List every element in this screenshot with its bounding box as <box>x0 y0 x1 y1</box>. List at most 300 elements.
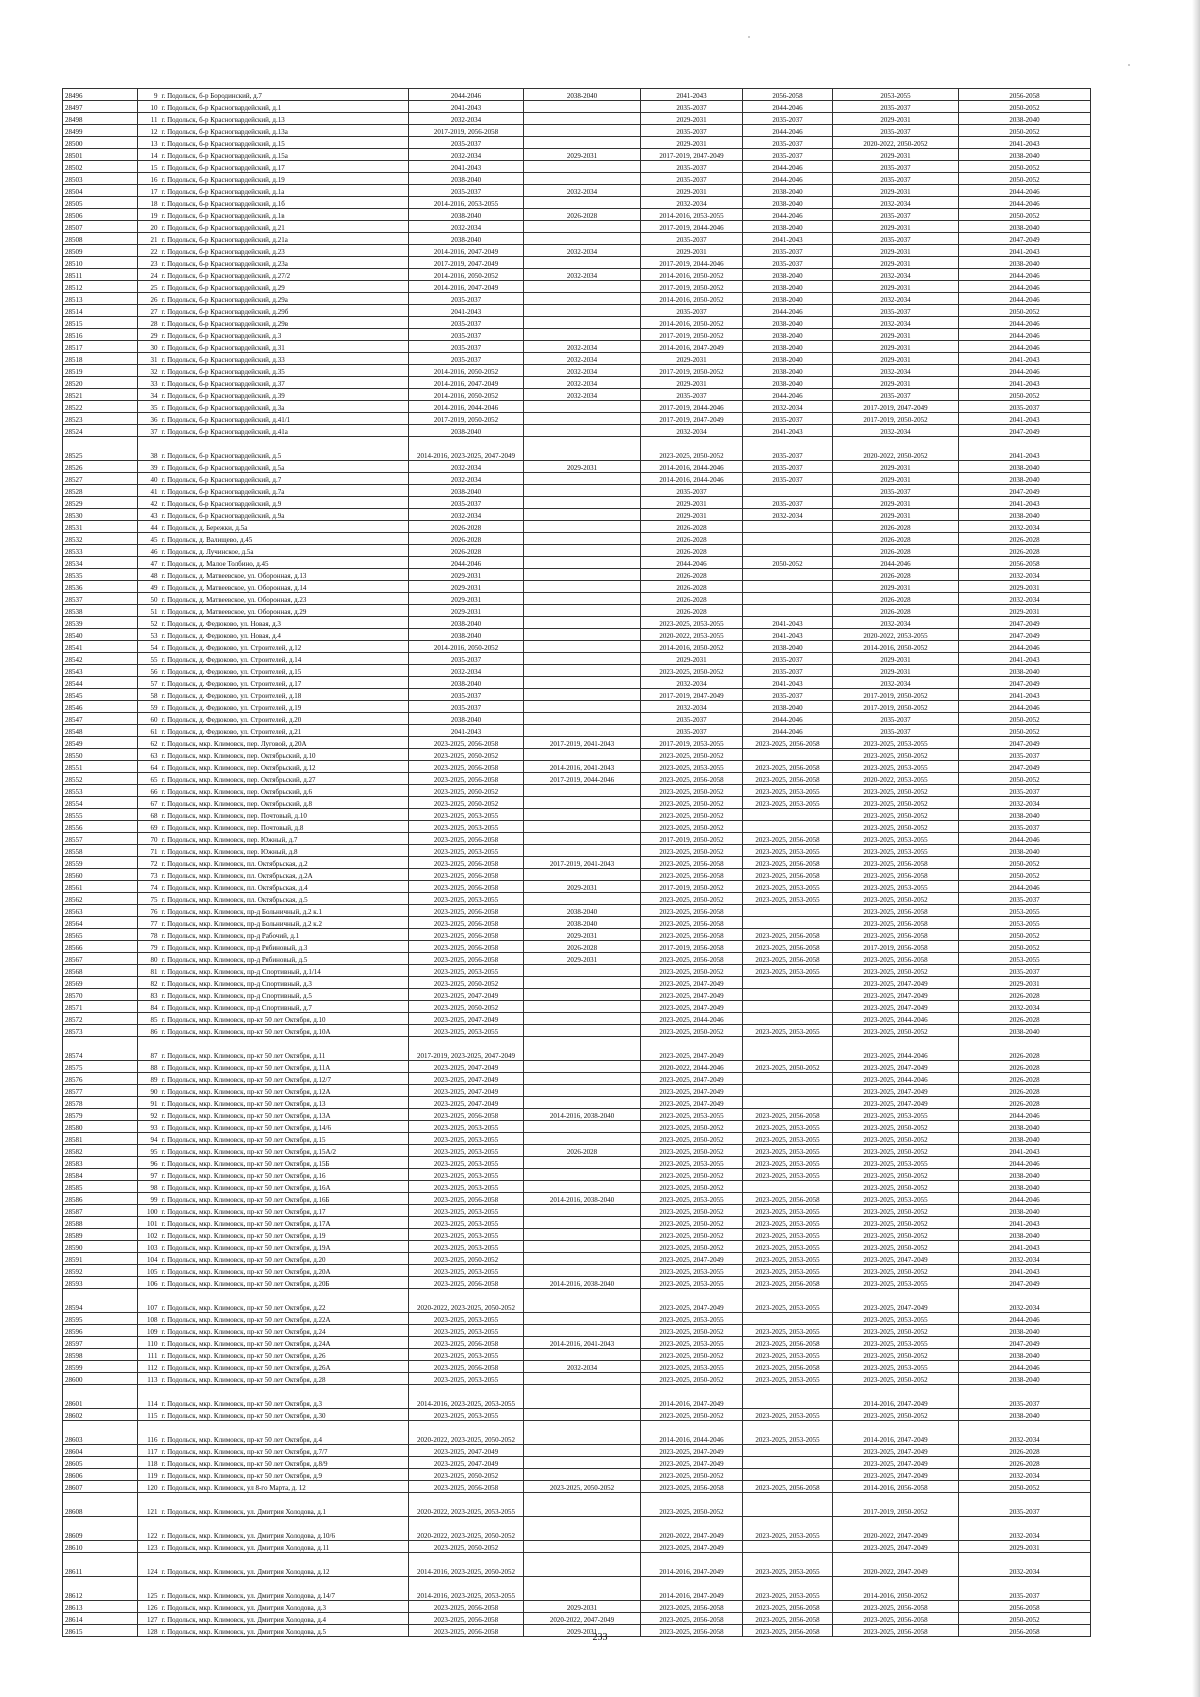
period-cell: 2050-2052 <box>959 857 1091 869</box>
period-cell: 2032-2034 <box>959 1421 1091 1445</box>
row-number-cell: 20 <box>138 221 160 233</box>
row-number-cell: 18 <box>138 197 160 209</box>
period-cell: 2023-2025, 2053-2055 <box>833 833 959 845</box>
period-cell: 2023-2025, 2047-2049 <box>833 1097 959 1109</box>
period-cell: 2032-2034 <box>409 665 524 677</box>
period-cell: 2029-2031 <box>959 977 1091 989</box>
period-cell: 2026-2028 <box>641 569 743 581</box>
period-cell: 2023-2025, 2056-2058 <box>409 953 524 965</box>
period-cell: 2023-2025, 2047-2049 <box>641 1457 743 1469</box>
period-cell: 2023-2025, 2053-2055 <box>641 1337 743 1349</box>
period-cell: 2023-2025, 2056-2058 <box>409 929 524 941</box>
table-row <box>63 989 1091 1001</box>
period-cell: 2023-2025, 2056-2058 <box>833 953 959 965</box>
record-id-cell: 28568 <box>63 965 138 977</box>
period-cell: 2050-2052 <box>959 941 1091 953</box>
period-cell: 2023-2025, 2050-2052 <box>833 1169 959 1181</box>
record-id-cell: 28555 <box>63 809 138 821</box>
row-number-cell: 38 <box>138 437 160 461</box>
period-cell: 2026-2028 <box>409 545 524 557</box>
period-cell: 2038-2040 <box>409 677 524 689</box>
period-cell <box>524 281 641 293</box>
address-cell: г. Подольск, мкр. Климовск, пр-д Спортивный, д.1/14 <box>160 965 409 977</box>
table-row <box>63 881 1091 893</box>
period-cell <box>524 809 641 821</box>
table-row <box>63 1265 1091 1277</box>
address-cell: г. Подольск, мкр. Климовск, пр-кт 50 лет Октября, д.20А <box>160 1265 409 1277</box>
table-row <box>63 1517 1091 1541</box>
table-row <box>63 305 1091 317</box>
period-cell: 2026-2028 <box>641 521 743 533</box>
repair-schedule-table <box>62 88 1091 1637</box>
record-id-cell: 28514 <box>63 305 138 317</box>
scan-dust-mark <box>748 36 750 38</box>
period-cell: 2029-2031 <box>524 149 641 161</box>
period-cell: 2029-2031 <box>833 461 959 473</box>
record-id-cell: 28521 <box>63 389 138 401</box>
period-cell: 2056-2058 <box>959 557 1091 569</box>
period-cell: 2035-2037 <box>959 1493 1091 1517</box>
period-cell: 2035-2037 <box>833 713 959 725</box>
row-number-cell: 113 <box>138 1373 160 1385</box>
period-cell <box>524 1121 641 1133</box>
record-id-cell: 28590 <box>63 1241 138 1253</box>
table-row <box>63 497 1091 509</box>
period-cell: 2023-2025, 2053-2055 <box>743 1253 833 1265</box>
period-cell: 2014-2016, 2041-2043 <box>524 761 641 773</box>
period-cell: 2023-2025, 2056-2058 <box>743 761 833 773</box>
period-cell: 2023-2025, 2050-2052 <box>641 749 743 761</box>
period-cell: 2020-2022, 2023-2025, 2050-2052 <box>409 1517 524 1541</box>
address-cell: г. Подольск, мкр. Климовск, пр-кт 50 лет Октября, д.17А <box>160 1217 409 1229</box>
period-cell: 2041-2043 <box>409 305 524 317</box>
address-cell: г. Подольск, мкр. Климовск, пр-кт 50 лет Октября, д.20 <box>160 1253 409 1265</box>
period-cell: 2023-2025, 2050-2052 <box>833 1229 959 1241</box>
period-cell: 2038-2040 <box>409 233 524 245</box>
period-cell <box>524 521 641 533</box>
row-number-cell: 96 <box>138 1157 160 1169</box>
period-cell: 2026-2028 <box>833 521 959 533</box>
period-cell: 2020-2022, 2053-2055 <box>641 629 743 641</box>
record-id-cell: 28535 <box>63 569 138 581</box>
period-cell <box>524 497 641 509</box>
period-cell: 2032-2034 <box>833 425 959 437</box>
period-cell: 2023-2025, 2047-2049 <box>833 1001 959 1013</box>
period-cell: 2044-2046 <box>743 161 833 173</box>
address-cell: г. Подольск, мкр. Климовск, пер. Южный, д.8 <box>160 845 409 857</box>
row-number-cell: 128 <box>138 1625 160 1637</box>
period-cell: 2014-2016, 2044-2046 <box>641 473 743 485</box>
address-cell: г. Подольск, мкр. Климовск, пр-кт 50 лет Октября, д.30 <box>160 1409 409 1421</box>
record-id-cell: 28601 <box>63 1385 138 1409</box>
table-row <box>63 1097 1091 1109</box>
period-cell: 2014-2016, 2050-2052 <box>641 293 743 305</box>
table-row <box>63 1025 1091 1037</box>
period-cell: 2032-2034 <box>524 365 641 377</box>
period-cell: 2032-2034 <box>959 1553 1091 1577</box>
row-number-cell: 118 <box>138 1457 160 1469</box>
row-number-cell: 52 <box>138 617 160 629</box>
table-row <box>63 365 1091 377</box>
address-cell: г. Подольск, д. Матвеевское, ул. Оборонная, д.14 <box>160 581 409 593</box>
period-cell: 2035-2037 <box>959 893 1091 905</box>
period-cell <box>524 1169 641 1181</box>
period-cell: 2047-2049 <box>959 677 1091 689</box>
period-cell: 2023-2025, 2056-2058 <box>409 857 524 869</box>
period-cell <box>524 1265 641 1277</box>
period-cell: 2020-2022, 2050-2052 <box>833 437 959 461</box>
record-id-cell: 28578 <box>63 1097 138 1109</box>
period-cell: 2050-2052 <box>959 101 1091 113</box>
address-cell: г. Подольск, мкр. Климовск, пр-кт 50 лет Октября, д.20Б <box>160 1277 409 1289</box>
record-id-cell: 28556 <box>63 821 138 833</box>
period-cell <box>743 905 833 917</box>
record-id-cell: 28603 <box>63 1421 138 1445</box>
table-row <box>63 929 1091 941</box>
period-cell: 2041-2043 <box>743 617 833 629</box>
address-cell: г. Подольск, д. Федюково, ул. Строителей, д.21 <box>160 725 409 737</box>
record-id-cell: 28512 <box>63 281 138 293</box>
period-cell: 2023-2025, 2047-2049 <box>409 1073 524 1085</box>
table-row <box>63 293 1091 305</box>
table-row <box>63 665 1091 677</box>
period-cell: 2038-2040 <box>959 845 1091 857</box>
record-id-cell: 28557 <box>63 833 138 845</box>
period-cell: 2026-2028 <box>959 1061 1091 1073</box>
record-id-cell: 28544 <box>63 677 138 689</box>
period-cell: 2026-2028 <box>641 593 743 605</box>
address-cell: г. Подольск, б-р Красногвардейский, д.29б <box>160 305 409 317</box>
period-cell <box>743 1013 833 1025</box>
table-row <box>63 185 1091 197</box>
row-number-cell: 43 <box>138 509 160 521</box>
period-cell: 2023-2025, 2050-2052 <box>833 965 959 977</box>
period-cell: 2023-2025, 2056-2058 <box>743 1481 833 1493</box>
period-cell: 2035-2037 <box>833 173 959 185</box>
table-row <box>63 1241 1091 1253</box>
period-cell <box>743 1001 833 1013</box>
period-cell <box>524 653 641 665</box>
address-cell: г. Подольск, мкр. Климовск, пр-д Рябиновый, д.5 <box>160 953 409 965</box>
row-number-cell: 84 <box>138 1001 160 1013</box>
period-cell: 2023-2025, 2056-2058 <box>641 857 743 869</box>
period-cell: 2020-2022, 2047-2049 <box>833 1517 959 1541</box>
record-id-cell: 28511 <box>63 269 138 281</box>
period-cell: 2038-2040 <box>409 209 524 221</box>
row-number-cell: 49 <box>138 581 160 593</box>
period-cell: 2014-2016, 2047-2049 <box>409 245 524 257</box>
address-cell: г. Подольск, мкр. Климовск, пер. Октябрьский, д.8 <box>160 797 409 809</box>
record-id-cell: 28583 <box>63 1157 138 1169</box>
period-cell: 2038-2040 <box>743 221 833 233</box>
period-cell: 2035-2037 <box>743 461 833 473</box>
period-cell: 2029-2031 <box>833 149 959 161</box>
row-number-cell: 123 <box>138 1541 160 1553</box>
period-cell <box>524 701 641 713</box>
period-cell <box>524 221 641 233</box>
table-row <box>63 1217 1091 1229</box>
period-cell: 2023-2025, 2044-2046 <box>833 1073 959 1085</box>
period-cell: 2038-2040 <box>524 905 641 917</box>
period-cell: 2023-2025, 2056-2058 <box>743 869 833 881</box>
period-cell: 2032-2034 <box>524 377 641 389</box>
address-cell: г. Подольск, б-р Красногвардейский, д.27/2 <box>160 269 409 281</box>
record-id-cell: 28517 <box>63 341 138 353</box>
period-cell: 2023-2025, 2056-2058 <box>409 1601 524 1613</box>
period-cell <box>524 1133 641 1145</box>
record-id-cell: 28541 <box>63 641 138 653</box>
row-number-cell: 108 <box>138 1313 160 1325</box>
period-cell: 2023-2025, 2050-2052 <box>833 797 959 809</box>
record-id-cell: 28510 <box>63 257 138 269</box>
record-id-cell: 28572 <box>63 1013 138 1025</box>
table-row <box>63 869 1091 881</box>
period-cell: 2038-2040 <box>959 1025 1091 1037</box>
period-cell: 2023-2025, 2053-2055 <box>409 821 524 833</box>
period-cell: 2014-2016, 2044-2046 <box>641 1421 743 1445</box>
period-cell: 2035-2037 <box>409 701 524 713</box>
period-cell: 2029-2031 <box>641 653 743 665</box>
page-number: 233 <box>592 1632 608 1643</box>
period-cell: 2047-2049 <box>959 485 1091 497</box>
period-cell: 2029-2031 <box>524 881 641 893</box>
period-cell: 2023-2025, 2053-2055 <box>743 893 833 905</box>
address-cell: г. Подольск, б-р Красногвардейский, д.7а <box>160 485 409 497</box>
period-cell <box>524 1205 641 1217</box>
period-cell: 2044-2046 <box>959 341 1091 353</box>
address-cell: г. Подольск, мкр. Климовск, пр-кт 50 лет Октября, д.24 <box>160 1325 409 1337</box>
table-row <box>63 605 1091 617</box>
row-number-cell: 24 <box>138 269 160 281</box>
period-cell: 2023-2025, 2050-2052 <box>641 809 743 821</box>
row-number-cell: 14 <box>138 149 160 161</box>
period-cell <box>524 581 641 593</box>
period-cell: 2023-2025, 2053-2055 <box>641 1361 743 1373</box>
period-cell: 2047-2049 <box>959 629 1091 641</box>
row-number-cell: 119 <box>138 1469 160 1481</box>
period-cell: 2023-2025, 2044-2046 <box>641 1013 743 1025</box>
address-cell: г. Подольск, б-р Красногвардейский, д.23а <box>160 257 409 269</box>
period-cell <box>743 533 833 545</box>
row-number-cell: 58 <box>138 689 160 701</box>
period-cell: 2029-2031 <box>641 113 743 125</box>
table-row <box>63 137 1091 149</box>
record-id-cell: 28561 <box>63 881 138 893</box>
period-cell: 2023-2025, 2050-2052 <box>833 821 959 833</box>
period-cell <box>524 1469 641 1481</box>
period-cell: 2017-2019, 2041-2043 <box>524 857 641 869</box>
record-id-cell: 28582 <box>63 1145 138 1157</box>
period-cell: 2020-2022, 2053-2055 <box>833 773 959 785</box>
period-cell <box>524 1373 641 1385</box>
table-row <box>63 1109 1091 1121</box>
period-cell: 2038-2040 <box>409 485 524 497</box>
row-number-cell: 11 <box>138 113 160 125</box>
period-cell: 2023-2025, 2053-2055 <box>743 1145 833 1157</box>
period-cell <box>743 809 833 821</box>
table-row <box>63 1385 1091 1409</box>
period-cell <box>524 1229 641 1241</box>
record-id-cell: 28503 <box>63 173 138 185</box>
period-cell: 2026-2028 <box>959 1085 1091 1097</box>
table-row <box>63 173 1091 185</box>
period-cell: 2017-2019, 2047-2049 <box>641 413 743 425</box>
row-number-cell: 86 <box>138 1025 160 1037</box>
address-cell: г. Подольск, мкр. Климовск, пл. Октябрьская, д.5 <box>160 893 409 905</box>
period-cell: 2023-2025, 2056-2058 <box>409 833 524 845</box>
period-cell: 2014-2016, 2044-2046 <box>641 461 743 473</box>
row-number-cell: 28 <box>138 317 160 329</box>
record-id-cell: 28525 <box>63 437 138 461</box>
address-cell: г. Подольск, б-р Красногвардейский, д.33 <box>160 353 409 365</box>
period-cell: 2023-2025, 2047-2049 <box>641 977 743 989</box>
row-number-cell: 16 <box>138 173 160 185</box>
period-cell: 2038-2040 <box>524 89 641 101</box>
period-cell: 2017-2019, 2050-2052 <box>833 701 959 713</box>
period-cell <box>524 1325 641 1337</box>
period-cell: 2026-2028 <box>959 1037 1091 1061</box>
record-id-cell: 28500 <box>63 137 138 149</box>
period-cell: 2038-2040 <box>959 1409 1091 1421</box>
period-cell: 2032-2034 <box>524 185 641 197</box>
period-cell: 2035-2037 <box>409 317 524 329</box>
period-cell <box>524 1097 641 1109</box>
period-cell: 2017-2019, 2041-2043 <box>524 737 641 749</box>
period-cell: 2014-2016, 2047-2049 <box>409 377 524 389</box>
period-cell: 2035-2037 <box>959 821 1091 833</box>
period-cell: 2041-2043 <box>959 1265 1091 1277</box>
period-cell: 2038-2040 <box>959 149 1091 161</box>
period-cell: 2035-2037 <box>959 749 1091 761</box>
period-cell: 2044-2046 <box>959 293 1091 305</box>
period-cell: 2041-2043 <box>959 245 1091 257</box>
record-id-cell: 28518 <box>63 353 138 365</box>
row-number-cell: 10 <box>138 101 160 113</box>
row-number-cell: 109 <box>138 1325 160 1337</box>
period-cell: 2014-2016, 2050-2052 <box>409 365 524 377</box>
period-cell: 2023-2025, 2056-2058 <box>641 1481 743 1493</box>
address-cell: г. Подольск, д. Федюково, ул. Строителей, д.12 <box>160 641 409 653</box>
table-row <box>63 317 1091 329</box>
period-cell: 2023-2025, 2056-2058 <box>641 905 743 917</box>
period-cell: 2023-2025, 2044-2046 <box>833 1037 959 1061</box>
address-cell: г. Подольск, мкр. Климовск, пл. Октябрьская, д.2А <box>160 869 409 881</box>
record-id-cell: 28611 <box>63 1553 138 1577</box>
address-cell: г. Подольск, мкр. Климовск, пр-кт 50 лет Октября, д.13 <box>160 1097 409 1109</box>
period-cell: 2017-2019, 2050-2052 <box>641 833 743 845</box>
row-number-cell: 42 <box>138 497 160 509</box>
period-cell <box>524 605 641 617</box>
address-cell: г. Подольск, б-р Красногвардейский, д.7 <box>160 473 409 485</box>
period-cell: 2014-2016, 2023-2025, 2050-2052 <box>409 1553 524 1577</box>
record-id-cell: 28564 <box>63 917 138 929</box>
record-id-cell: 28542 <box>63 653 138 665</box>
record-id-cell: 28605 <box>63 1457 138 1469</box>
period-cell: 2035-2037 <box>959 1385 1091 1409</box>
period-cell: 2023-2025, 2053-2055 <box>743 1169 833 1181</box>
period-cell <box>524 821 641 833</box>
period-cell: 2035-2037 <box>641 101 743 113</box>
period-cell: 2029-2031 <box>641 353 743 365</box>
period-cell: 2026-2028 <box>959 989 1091 1001</box>
row-number-cell: 63 <box>138 749 160 761</box>
row-number-cell: 36 <box>138 413 160 425</box>
period-cell: 2032-2034 <box>641 197 743 209</box>
address-cell: г. Подольск, мкр. Климовск, пр-кт 50 лет Октября, д.16А <box>160 1181 409 1193</box>
period-cell: 2029-2031 <box>409 581 524 593</box>
period-cell: 2044-2046 <box>959 269 1091 281</box>
period-cell: 2047-2049 <box>959 1277 1091 1289</box>
table-row <box>63 1409 1091 1421</box>
row-number-cell: 47 <box>138 557 160 569</box>
row-number-cell: 50 <box>138 593 160 605</box>
address-cell: г. Подольск, д. Матвеевское, ул. Оборонная, д.23 <box>160 593 409 605</box>
table-row <box>63 1421 1091 1445</box>
period-cell: 2038-2040 <box>743 329 833 341</box>
period-cell: 2023-2025, 2050-2052 <box>833 809 959 821</box>
table-row <box>63 1601 1091 1613</box>
period-cell: 2023-2025, 2053-2055 <box>409 965 524 977</box>
address-cell: г. Подольск, д. Федюково, ул. Строителей, д.14 <box>160 653 409 665</box>
address-cell: г. Подольск, д. Федюково, ул. Строителей, д.18 <box>160 689 409 701</box>
table-row <box>63 1313 1091 1325</box>
address-cell: г. Подольск, мкр. Климовск, пр-кт 50 лет Октября, д.16Б <box>160 1193 409 1205</box>
period-cell: 2032-2034 <box>524 269 641 281</box>
row-number-cell: 87 <box>138 1037 160 1061</box>
period-cell: 2023-2025, 2056-2058 <box>743 1193 833 1205</box>
period-cell <box>524 1181 641 1193</box>
period-cell <box>524 473 641 485</box>
address-cell: г. Подольск, мкр. Климовск, пр-кт 50 лет Октября, д.3 <box>160 1385 409 1409</box>
record-id-cell: 28505 <box>63 197 138 209</box>
table-row <box>63 377 1091 389</box>
period-cell: 2029-2031 <box>641 245 743 257</box>
table-row <box>63 917 1091 929</box>
record-id-cell: 28574 <box>63 1037 138 1061</box>
table-row <box>63 1013 1091 1025</box>
record-id-cell: 28532 <box>63 533 138 545</box>
period-cell: 2035-2037 <box>641 725 743 737</box>
period-cell: 2023-2025, 2053-2055 <box>743 1265 833 1277</box>
period-cell: 2038-2040 <box>959 1325 1091 1337</box>
period-cell: 2017-2019, 2050-2052 <box>641 881 743 893</box>
period-cell: 2047-2049 <box>959 761 1091 773</box>
period-cell: 2023-2025, 2056-2058 <box>833 929 959 941</box>
period-cell: 2035-2037 <box>641 485 743 497</box>
period-cell: 2023-2025, 2053-2055 <box>409 1229 524 1241</box>
address-cell: г. Подольск, мкр. Климовск, пр-кт 50 лет Октября, д.15А/2 <box>160 1145 409 1157</box>
period-cell: 2023-2025, 2050-2052 <box>641 1409 743 1421</box>
row-number-cell: 22 <box>138 245 160 257</box>
period-cell: 2035-2037 <box>833 233 959 245</box>
period-cell: 2023-2025, 2053-2055 <box>641 761 743 773</box>
address-cell: г. Подольск, мкр. Климовск, ул. Дмитрия Холодова, д.14/7 <box>160 1577 409 1601</box>
period-cell <box>743 989 833 1001</box>
period-cell: 2041-2043 <box>959 353 1091 365</box>
period-cell: 2029-2031 <box>524 461 641 473</box>
period-cell: 2038-2040 <box>959 1181 1091 1193</box>
period-cell: 2023-2025, 2050-2052 <box>833 1121 959 1133</box>
period-cell: 2023-2025, 2056-2058 <box>409 1625 524 1637</box>
period-cell: 2032-2034 <box>959 1517 1091 1541</box>
address-cell: г. Подольск, д. Федюково, ул. Строителей, д.15 <box>160 665 409 677</box>
record-id-cell: 28550 <box>63 749 138 761</box>
address-cell: г. Подольск, мкр. Климовск, пр-кт 50 лет Октября, д.10А <box>160 1025 409 1037</box>
period-cell: 2032-2034 <box>959 1001 1091 1013</box>
period-cell: 2014-2016, 2050-2052 <box>833 641 959 653</box>
address-cell: г. Подольск, д. Федюково, ул. Строителей, д.19 <box>160 701 409 713</box>
period-cell: 2035-2037 <box>641 305 743 317</box>
